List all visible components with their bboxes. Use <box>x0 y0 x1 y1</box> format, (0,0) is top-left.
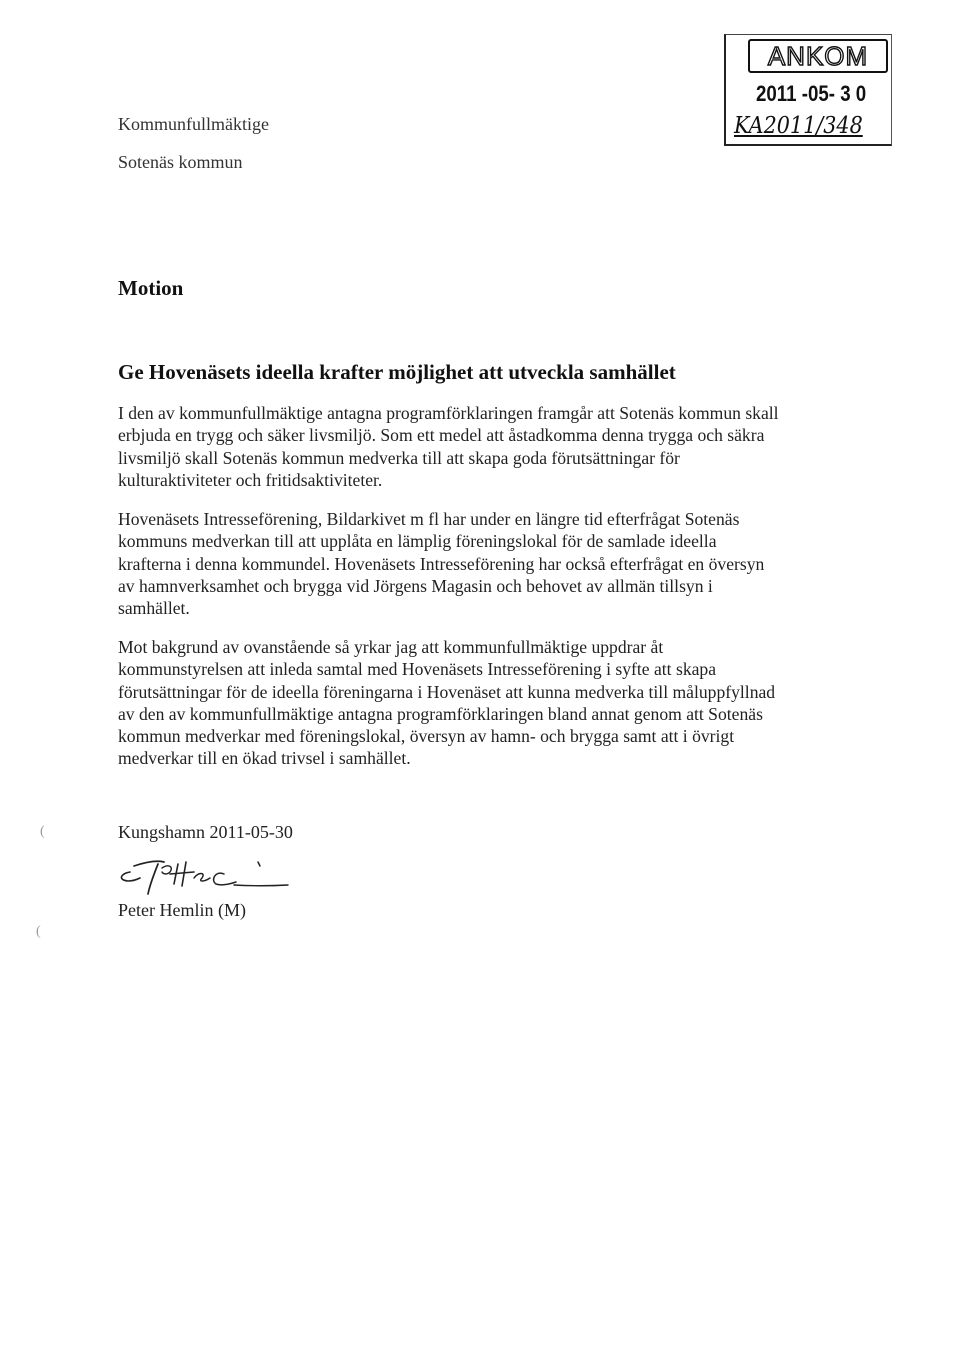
signer-name: Peter Hemlin (M) <box>118 900 246 920</box>
paragraph-line: medverkar till en ökad trivsel i samhället. <box>118 748 411 769</box>
margin-mark: ( <box>36 924 41 939</box>
paragraph-line: Mot bakgrund av ovanstående så yrkar jag att kommunfullmäktige uppdrar åt <box>118 637 664 657</box>
recipient-line-1: Kommunfullmäktige <box>118 114 269 134</box>
stamp-reference: KA2011/348 <box>734 113 863 139</box>
paragraph-line: förutsättningar för de ideella föreningarna i Hovenäset att kunna medverka till måluppfyllnad <box>118 681 776 702</box>
paragraph-line: kommunstyrelsen att inleda samtal med Hovenäsets Intresseförening i syfte att skapa <box>118 659 717 680</box>
paragraph-2 <box>118 508 848 619</box>
paragraph-line: erbjuda en trygg och säker livsmiljö. Som ett medel att åstadkomma denna trygga och säkra <box>118 425 765 446</box>
paragraph-line: kommuns medverkan till att upplåta en lämplig föreningslokal för de samlade ideella <box>118 531 717 552</box>
place-and-date: Kungshamn 2011-05-30 <box>118 822 293 842</box>
paragraph-line: Hovenäsets Intresseförening, Bildarkivet m fl har under en längre tid efterfrågat Sotenäs <box>118 509 740 529</box>
stamp-title: ANKOM <box>748 39 888 73</box>
paragraph-line: kommun medverkar med föreningslokal, översyn av hamn- och brygga samt att i övrigt <box>118 726 735 747</box>
stamp-date: 2011 -05- 3 0 <box>756 81 867 106</box>
document-title: Ge Hovenäsets ideella krafter möjlighet att utveckla samhället <box>118 360 676 384</box>
paragraph-1 <box>118 402 848 491</box>
handwritten-signature <box>112 848 302 898</box>
document-heading: Motion <box>118 276 184 300</box>
received-stamp <box>724 34 892 146</box>
recipient-line-2: Sotenäs kommun <box>118 152 243 172</box>
paragraph-line: samhället. <box>118 598 190 619</box>
paragraph-3 <box>118 636 848 770</box>
paragraph-line: livsmiljö skall Sotenäs kommun medverka till att skapa goda förutsättningar för <box>118 447 680 468</box>
paragraph-line: kulturaktiviteter och fritidsaktiviteter. <box>118 469 383 490</box>
paragraph-line: krafterna i denna kommundel. Hovenäsets Intresseförening har också efterfrågat en översyn <box>118 553 765 574</box>
paragraph-line: av den av kommunfullmäktige antagna programförklaringen bland annat genom att Sotenäs <box>118 703 763 724</box>
paragraph-line: I den av kommunfullmäktige antagna programförklaringen framgår att Sotenäs kommun skall <box>118 403 779 423</box>
margin-mark: ( <box>40 824 45 839</box>
paragraph-line: av hamnverksamhet och brygga vid Jörgens Magasin och behovet av allmän tillsyn i <box>118 575 713 596</box>
